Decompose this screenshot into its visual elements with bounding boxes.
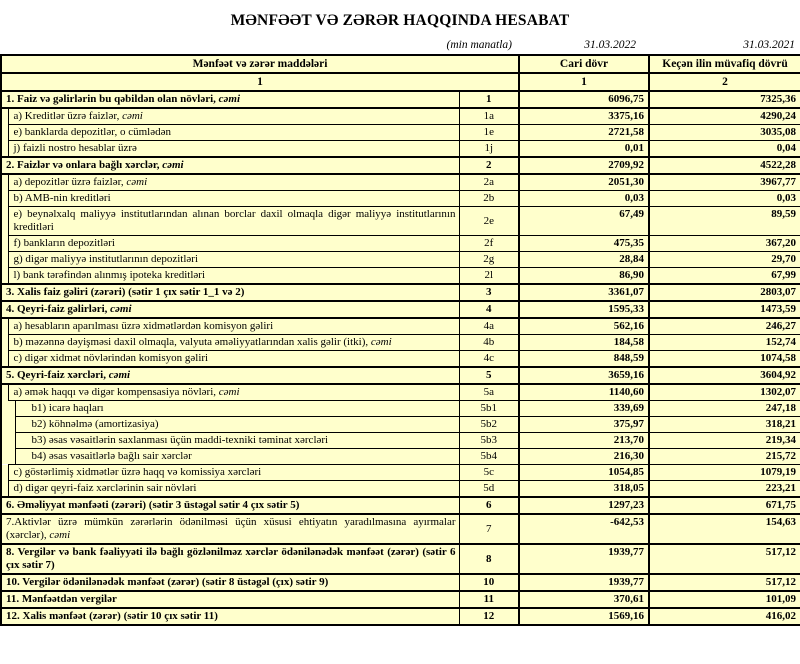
table-row — [1, 252, 800, 268]
row-label-emphasis: cəmi — [49, 529, 71, 541]
value-current: -642,53 — [519, 514, 649, 544]
value-prior: 215,72 — [649, 449, 800, 465]
table-row — [1, 401, 800, 417]
table-body — [1, 91, 800, 625]
row-code: 2a — [459, 174, 519, 191]
table-row — [1, 141, 800, 158]
table-row — [1, 301, 800, 318]
table-row — [1, 497, 800, 514]
row-code: 5b4 — [459, 449, 519, 465]
row-code: 4c — [459, 351, 519, 368]
table-row — [1, 174, 800, 191]
value-current: 28,84 — [519, 252, 649, 268]
row-label-emphasis: cəmi — [108, 369, 131, 381]
row-label: e) banklarda depozitlər, o cümlədən — [8, 125, 459, 141]
table-row — [1, 384, 800, 401]
report-page — [0, 12, 800, 626]
value-current: 0,01 — [519, 141, 649, 158]
row-code: 6 — [459, 497, 519, 514]
table-row — [1, 574, 800, 591]
row-label: b) məzənnə dəyişməsi daxil olmaqla, valyuta əməliyyatlarından xalis gəlir (itki), cəmi — [8, 335, 459, 351]
row-label-emphasis: cəmi — [110, 303, 132, 315]
row-label: 3. Xalis faiz gəliri (zərəri) (sətir 1 çıx sətir 1_1 və 2) — [1, 284, 459, 301]
page-title: MƏNFƏƏT VƏ ZƏRƏR HAQQINDA HESABAT — [230, 12, 570, 29]
row-label: c) digər xidmət növlərindən komisyon gəliri — [8, 351, 459, 368]
row-label-emphasis: cəmi — [218, 386, 240, 398]
row-label: d) digər qeyri-faiz xərclərinin sair növləri — [8, 481, 459, 498]
row-indent-spacer — [1, 236, 8, 252]
row-code: 10 — [459, 574, 519, 591]
row-code: 5b1 — [459, 401, 519, 417]
row-indent-spacer — [1, 125, 8, 141]
value-prior: 517,12 — [649, 574, 800, 591]
table-row — [1, 268, 800, 285]
row-code: 2f — [459, 236, 519, 252]
value-current: 3361,07 — [519, 284, 649, 301]
value-prior: 29,70 — [649, 252, 800, 268]
value-prior: 1302,07 — [649, 384, 800, 401]
row-label: e) beynəlxalq maliyyə institutlarından alınan borclar daxil olmaqla digər maliyyə institutlarının kreditləri — [8, 207, 459, 236]
table-row — [1, 591, 800, 608]
row-indent-spacer — [1, 465, 8, 481]
row-code: 2g — [459, 252, 519, 268]
row-code: 5a — [459, 384, 519, 401]
date-current: 31.03.2022 — [584, 39, 636, 51]
row-indent-spacer — [1, 449, 15, 465]
row-label: 8. Vergilər və bank fəaliyyəti ilə bağlı gözlənilməz xərclər ödənilənədək mənfəət (zərər) (sətir 6 çıx sətir 7) — [1, 544, 459, 574]
row-code: 1 — [459, 91, 519, 108]
table-row — [1, 608, 800, 625]
table-row — [1, 433, 800, 449]
row-indent-spacer — [1, 252, 8, 268]
value-prior: 152,74 — [649, 335, 800, 351]
value-current: 1054,85 — [519, 465, 649, 481]
row-indent-spacer — [1, 141, 8, 158]
row-indent-spacer — [1, 417, 15, 433]
table-row — [1, 236, 800, 252]
row-indent-spacer — [1, 481, 8, 498]
table-row — [1, 335, 800, 351]
row-label: b3) əsas vəsaitlərin saxlanması üçün maddi-texniki təminat xərcləri — [15, 433, 459, 449]
row-code: 1e — [459, 125, 519, 141]
table-row — [1, 91, 800, 108]
value-prior: 0,03 — [649, 191, 800, 207]
table-row — [1, 544, 800, 574]
row-indent-spacer — [1, 191, 8, 207]
row-label: g) digər maliyyə institutlarının depozitləri — [8, 252, 459, 268]
table-row — [1, 449, 800, 465]
meta-row — [0, 39, 800, 52]
row-indent-spacer — [1, 401, 15, 417]
row-code: 5b2 — [459, 417, 519, 433]
row-code: 11 — [459, 591, 519, 608]
row-indent-spacer — [1, 174, 8, 191]
row-indent-spacer — [1, 108, 8, 125]
value-prior: 318,21 — [649, 417, 800, 433]
table-row — [1, 367, 800, 384]
table-row — [1, 125, 800, 141]
unit-note: (min manatla) — [446, 39, 512, 51]
row-label-emphasis: cəmi — [122, 110, 143, 122]
value-prior: 517,12 — [649, 544, 800, 574]
value-prior: 3967,77 — [649, 174, 800, 191]
value-current: 3375,16 — [519, 108, 649, 125]
row-label: a) depozitlər üzrə faizlər, cəmi — [8, 174, 459, 191]
value-current: 2051,30 — [519, 174, 649, 191]
row-indent-spacer — [1, 384, 8, 401]
table-header — [1, 55, 800, 91]
index-prior: 2 — [649, 73, 800, 91]
value-prior: 3604,92 — [649, 367, 800, 384]
row-label: 11. Mənfəətdən vergilər — [1, 591, 459, 608]
value-current: 1297,23 — [519, 497, 649, 514]
value-current: 1595,33 — [519, 301, 649, 318]
value-prior: 246,27 — [649, 318, 800, 335]
value-current: 2709,92 — [519, 157, 649, 174]
header-prior-period: Keçən ilin müvafiq dövrü — [649, 55, 800, 73]
value-current: 86,90 — [519, 268, 649, 285]
value-current: 339,69 — [519, 401, 649, 417]
value-prior: 1473,59 — [649, 301, 800, 318]
value-current: 1939,77 — [519, 544, 649, 574]
value-current: 67,49 — [519, 207, 649, 236]
row-indent-spacer — [1, 335, 8, 351]
row-label: 10. Vergilər ödənilənədək mənfəət (zərər) (sətir 8 üstəgəl (çıx) sətir 9) — [1, 574, 459, 591]
row-code: 1a — [459, 108, 519, 125]
row-code: 2l — [459, 268, 519, 285]
value-current: 6096,75 — [519, 91, 649, 108]
row-label: a) Kreditlər üzrə faizlər, cəmi — [8, 108, 459, 125]
row-label: b) AMB-nin kreditləri — [8, 191, 459, 207]
profit-loss-table — [0, 54, 800, 626]
value-prior: 1074,58 — [649, 351, 800, 368]
value-current: 1939,77 — [519, 574, 649, 591]
row-code: 3 — [459, 284, 519, 301]
table-row — [1, 284, 800, 301]
row-label-emphasis: cəmi — [218, 93, 241, 105]
row-indent-spacer — [1, 268, 8, 285]
value-current: 370,61 — [519, 591, 649, 608]
row-label: f) bankların depozitləri — [8, 236, 459, 252]
header-row — [1, 55, 800, 73]
value-prior: 671,75 — [649, 497, 800, 514]
row-indent-spacer — [1, 207, 8, 236]
index-current: 1 — [519, 73, 649, 91]
row-label-emphasis: cəmi — [370, 336, 392, 348]
value-prior: 247,18 — [649, 401, 800, 417]
row-indent-spacer — [1, 318, 8, 335]
value-current: 184,58 — [519, 335, 649, 351]
row-code: 4b — [459, 335, 519, 351]
table-row — [1, 191, 800, 207]
value-prior: 4290,24 — [649, 108, 800, 125]
value-prior: 4522,28 — [649, 157, 800, 174]
value-prior: 3035,08 — [649, 125, 800, 141]
value-prior: 89,59 — [649, 207, 800, 236]
row-label: 12. Xalis mənfəət (zərər) (sətir 10 çıx sətir 11) — [1, 608, 459, 625]
value-prior: 154,63 — [649, 514, 800, 544]
table-row — [1, 465, 800, 481]
row-label: 5. Qeyri-faiz xərcləri, cəmi — [1, 367, 459, 384]
row-code: 2 — [459, 157, 519, 174]
row-label: a) hesabların aparılması üzrə xidmətlərdən komisyon gəliri — [8, 318, 459, 335]
row-code: 5b3 — [459, 433, 519, 449]
value-current: 375,97 — [519, 417, 649, 433]
value-prior: 0,04 — [649, 141, 800, 158]
row-label: b2) köhnəlmə (amortizasiya) — [15, 417, 459, 433]
value-current: 1569,16 — [519, 608, 649, 625]
row-label: 4. Qeyri-faiz gəlirləri, cəmi — [1, 301, 459, 318]
row-label: b4) əsas vəsaitlərlə bağlı sair xərclər — [15, 449, 459, 465]
row-label: 6. Əməliyyat mənfəəti (zərəri) (sətir 3 üstəgəl sətir 4 çıx sətir 5) — [1, 497, 459, 514]
row-label: j) faizli nostro hesablar üzrə — [8, 141, 459, 158]
value-current: 848,59 — [519, 351, 649, 368]
row-indent-spacer — [1, 433, 15, 449]
column-index-row — [1, 73, 800, 91]
header-items: Mənfəət və zərər maddələri — [1, 55, 519, 73]
row-code: 2e — [459, 207, 519, 236]
value-current: 475,35 — [519, 236, 649, 252]
row-indent-spacer — [1, 351, 8, 368]
row-label-emphasis: cəmi — [162, 159, 184, 171]
value-prior: 7325,36 — [649, 91, 800, 108]
row-label: b1) icarə haqları — [15, 401, 459, 417]
table-row — [1, 318, 800, 335]
row-label: c) göstərlimiş xidmətlər üzrə haqq və komissiya xərcləri — [8, 465, 459, 481]
row-code: 5c — [459, 465, 519, 481]
value-prior: 416,02 — [649, 608, 800, 625]
table-row — [1, 417, 800, 433]
row-code: 5 — [459, 367, 519, 384]
date-prior: 31.03.2021 — [743, 39, 795, 51]
value-current: 1140,60 — [519, 384, 649, 401]
row-label: 7.Aktivlər üzrə mümkün zərərlərin ödənilməsi üçün xüsusi ehtiyatın yaradılmasına ayırmalar (xərclər), cəmi — [1, 514, 459, 544]
row-code: 12 — [459, 608, 519, 625]
row-label: 1. Faiz və gəlirlərin bu qəbildən olan növləri, cəmi — [1, 91, 459, 108]
table-row — [1, 207, 800, 236]
table-row — [1, 351, 800, 368]
row-code: 4a — [459, 318, 519, 335]
value-current: 213,70 — [519, 433, 649, 449]
value-prior: 219,34 — [649, 433, 800, 449]
value-prior: 67,99 — [649, 268, 800, 285]
row-code: 8 — [459, 544, 519, 574]
value-prior: 367,20 — [649, 236, 800, 252]
value-current: 562,16 — [519, 318, 649, 335]
value-current: 318,05 — [519, 481, 649, 498]
value-current: 0,03 — [519, 191, 649, 207]
row-code: 2b — [459, 191, 519, 207]
value-prior: 1079,19 — [649, 465, 800, 481]
value-current: 216,30 — [519, 449, 649, 465]
header-current-period: Cari dövr — [519, 55, 649, 73]
table-row — [1, 514, 800, 544]
table-row — [1, 481, 800, 498]
table-row — [1, 108, 800, 125]
row-label: l) bank tərəfindən alınmış ipoteka kreditləri — [8, 268, 459, 285]
row-label: 2. Faizlər və onlara bağlı xərclər, cəmi — [1, 157, 459, 174]
row-code: 1j — [459, 141, 519, 158]
row-code: 4 — [459, 301, 519, 318]
value-prior: 223,21 — [649, 481, 800, 498]
value-current: 2721,58 — [519, 125, 649, 141]
table-row — [1, 157, 800, 174]
value-current: 3659,16 — [519, 367, 649, 384]
index-items: 1 — [1, 73, 519, 91]
row-label-emphasis: cəmi — [126, 176, 148, 188]
row-code: 7 — [459, 514, 519, 544]
value-prior: 101,09 — [649, 591, 800, 608]
value-prior: 2803,07 — [649, 284, 800, 301]
row-label: a) əmək haqqı və digər kompensasiya növləri, cəmi — [8, 384, 459, 401]
row-code: 5d — [459, 481, 519, 498]
